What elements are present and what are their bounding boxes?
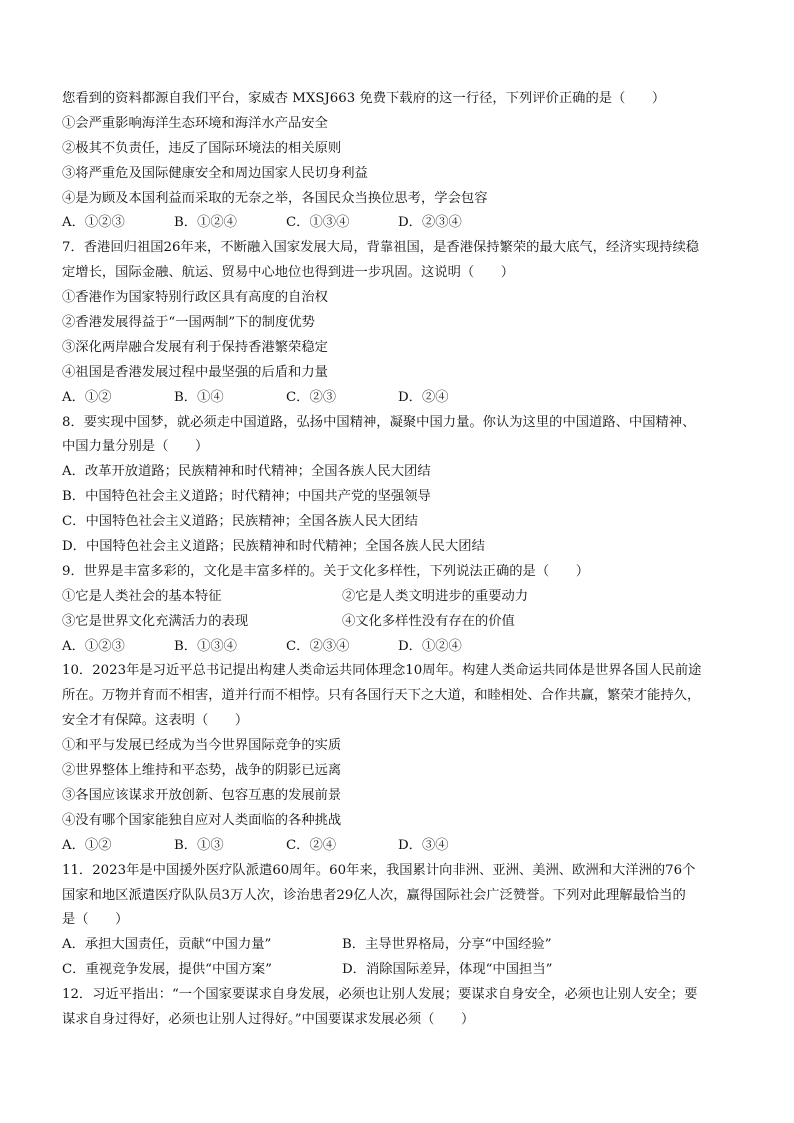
q7-item-1: ①香港作为国家特别行政区具有高度的自治权	[62, 290, 328, 306]
q7-item-4: ④祖国是香港发展过程中最坚强的后盾和力量	[62, 364, 328, 380]
q11-choice-c: C．重视竞争发展，提供“中国方案”	[62, 962, 272, 978]
q10-item-2: ②世界整体上维持和平态势，战争的阴影已远离	[62, 763, 342, 779]
q8-choice-b: B．中国特色社会主义道路；时代精神；中国共产党的坚强领导	[62, 489, 431, 505]
q6-options	[62, 211, 742, 236]
q11-choices-row-1	[62, 933, 742, 958]
q9-stem: 9．世界是丰富多彩的，文化是丰富多样的。关于文化多样性，下列说法正确的是（ ）	[62, 563, 590, 579]
q6-option-c: C．①③④	[286, 215, 350, 231]
q10-option-a: A．①②	[62, 837, 112, 853]
q8-choice-d: D．中国特色社会主义道路；民族精神和时代精神；全国各族人民大团结	[62, 539, 485, 555]
q11-stem-line-3: 是（ ）	[62, 912, 129, 928]
q9-item-1: ①它是人类社会的基本特征	[62, 588, 222, 604]
q7-item-3: ③深化两岸融合发展有利于保持香港繁荣稳定	[62, 339, 328, 355]
q10-item-3: ③各国应该谋求开放创新、包容互惠的发展前景	[62, 787, 342, 803]
q10-option-c: C．②④	[286, 837, 337, 853]
q10-options	[62, 834, 742, 859]
q9-option-a: A．①②③	[62, 638, 125, 654]
q10-item-4: ④没有哪个国家能独自应对人类面临的各种挑战	[62, 812, 342, 828]
q6-option-d: D．②③④	[398, 215, 462, 231]
q11-choices-row-2	[62, 958, 742, 983]
q6-stem: 您看到的资料都源自我们平台，家威杏 MXSJ663 免费下载府的这一行径，下列评价正确的是（ ）	[62, 91, 666, 106]
question-list	[62, 87, 742, 1033]
q6-option-a: A．①②③	[62, 215, 125, 231]
q7-options	[62, 386, 742, 411]
q10-stem-line-1: 10．2023年是习近平总书记提出构建人类命运共同体理念10周年。构建人类命运共同体是世界各国人民前途	[62, 663, 702, 679]
q7-option-d: D．②④	[398, 389, 449, 405]
q8-stem-line-1: 8．要实现中国梦，就必须走中国道路，弘扬中国精神，凝聚中国力量。你认为这里的中国道路、中国精神、	[62, 414, 696, 430]
q10-stem-line-2: 所在。万物并育而不相害，道并行而不相悖。只有各国行天下之大道，和睦相处、合作共赢，繁荣才能持久，	[62, 688, 701, 704]
q10-option-b: B．①③	[174, 837, 224, 853]
q11-stem-line-1: 11．2023年是中国援外医疗队派遣60周年。60年来，我国累计向非洲、亚洲、美洲、欧洲和大洋洲的76个	[62, 862, 696, 878]
q8-choice-a: A．改革开放道路；民族精神和时代精神；全国各族人民大团结	[62, 464, 431, 480]
q6-option-b: B．①②④	[174, 215, 237, 231]
q9-option-b: B．①③④	[174, 638, 237, 654]
q8-stem-line-2: 中国力量分别是（ ）	[62, 439, 209, 455]
q9-options	[62, 635, 742, 660]
q10-option-d: D．③④	[398, 837, 449, 853]
q12-stem-line-1: 12．习近平指出：“一个国家要谋求自身发展，必须也让别人发展；要谋求自身安全，必须也让别人安全；要	[62, 987, 698, 1003]
q7-stem-line-1: 7．香港回归祖国26年来，不断融入国家发展大局，背靠祖国，是香港保持繁荣的最大底气，经济实现持续稳	[62, 240, 700, 256]
q9-item-3: ③它是世界文化充满活力的表现	[62, 613, 249, 629]
q6-item-2: ②极其不负责任，违反了国际环境法的相关原则	[62, 140, 342, 156]
q6-item-3: ③将严重危及国际健康安全和周边国家人民切身利益	[62, 165, 368, 181]
q10-item-1: ①和平与发展已经成为当今世界国际竞争的实质	[62, 738, 342, 754]
q11-choice-d: D．消除国际差异，体现“中国担当”	[342, 962, 553, 978]
q6-item-1: ①会严重影响海洋生态环境和海洋水产品安全	[62, 115, 328, 131]
q7-item-2: ②香港发展得益于“一国两制”下的制度优势	[62, 315, 315, 331]
q11-stem-line-2: 国家和地区派遣医疗队队员3万人次，诊治患者29亿人次，赢得国际社会广泛赞誉。下列对此理解最恰当的	[62, 887, 686, 903]
q7-option-b: B．①④	[174, 389, 224, 405]
q9-option-d: D．①②④	[398, 638, 462, 654]
q9-option-c: C．②③④	[286, 638, 350, 654]
q8-choice-c: C．中国特色社会主义道路；民族精神；全国各族人民大团结	[62, 514, 418, 530]
q9-item-4: ④文化多样性没有存在的价值	[342, 613, 515, 629]
q11-choice-b: B．主导世界格局，分享“中国经验”	[342, 937, 552, 953]
q7-option-c: C．②③	[286, 389, 337, 405]
q6-item-4: ④是为顾及本国利益而采取的无奈之举，各国民众当换位思考，学会包容	[62, 190, 488, 206]
q9-items-row-2	[62, 610, 742, 635]
q9-items-row-1	[62, 585, 742, 610]
q7-stem-line-2: 定增长，国际金融、航运、贸易中心地位也得到进一步巩固。这说明（ ）	[62, 265, 515, 281]
q12-stem-line-2: 谋求自身过得好，必须也让别人过得好。”中国要谋求发展必须（ ）	[62, 1011, 475, 1027]
q9-item-2: ②它是人类文明进步的重要动力	[342, 588, 529, 604]
q11-choice-a: A．承担大国责任，贡献“中国力量”	[62, 937, 272, 953]
q7-option-a: A．①②	[62, 389, 112, 405]
q10-stem-line-3: 安全才有保障。这表明（ ）	[62, 713, 249, 729]
